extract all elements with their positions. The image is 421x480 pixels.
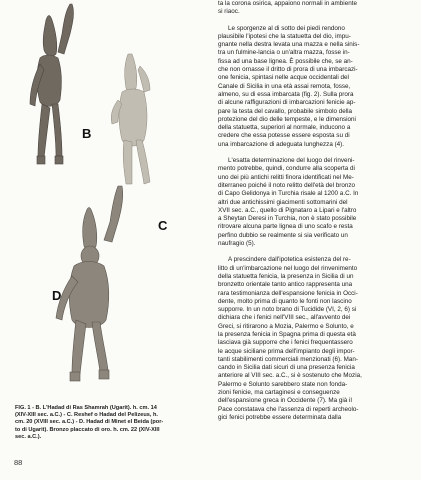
figure-plate	[0, 0, 212, 392]
caption-line: cm. 20 (XVIII sec. a.C.) - D. Hadad di Minet el Beida (por-	[15, 419, 164, 426]
caption-line: FIG. 1 - B. L'Hadad di Ras Shamrah (Ugarit). h. cm. 14	[15, 405, 157, 411]
text-line: cando in Sicilia dati sicuri di una presenza fenicia	[218, 364, 355, 372]
text-line: perfino dubbio se realmente si sia verificato un	[218, 231, 348, 239]
caption-line: sec. a.C.).	[15, 433, 42, 440]
text-line: XVII sec. a.C., quello di Pignataro a Lipari e l'altro	[218, 206, 357, 214]
text-line: della statuetta fenicia, la presenza in Sicilia di un	[218, 272, 354, 280]
text-line: uno dei più antichi relitti finora identificati nel Me-	[218, 173, 354, 181]
figure-label-d: D	[52, 288, 62, 303]
text-line: si riaoc.	[218, 8, 240, 16]
text-line: lasciava già supporre che i fenici frequentassero	[218, 339, 353, 347]
text-line: gici fenici potrebbe essere determinata dalla	[218, 413, 342, 421]
figure-label-c: C	[158, 218, 168, 233]
text-line: one fenicia, spintasi nelle acque occidentali del	[218, 74, 349, 82]
text-line: plausibile l'ipotesi che la statuetta del dio, impu-	[218, 32, 351, 40]
text-line: dell'espansione greca in Occidente (7). Ma già il	[218, 397, 352, 405]
text-line: protezione del dio delle tempeste, e le dimensioni	[218, 115, 356, 123]
text-line: dichiara che i fenici nell'VIII sec., all'avvento dei	[218, 314, 351, 322]
text-line: a Sheytan Deresi in Turchia, non è stato possibile	[218, 215, 357, 223]
text-line: Le sporgenze al di sotto dei piedi rendono	[228, 24, 345, 32]
text-line: mento potrebbe, quindi, condurre alla scoperta di	[218, 165, 355, 173]
text-line: Canale di Sicilia in una età assai remota, fosse,	[218, 82, 351, 90]
text-line: la presenza fenicia in Spagna prima di questa età	[218, 330, 356, 338]
text-line: le acque siciliane prima dell'impianto degli impor-	[218, 347, 355, 355]
text-line: altri due antichissimi giacimenti sottomarini del	[218, 198, 348, 206]
text-line: litto di un'imbarcazione nel luogo del rinvenimento	[218, 264, 358, 272]
text-line: anteriore al VIII sec. a.C., si è sostenuto che Mozia,	[218, 372, 362, 380]
text-line: dente, molto prima di quanto le fonti non lascino	[218, 297, 352, 305]
text-line: fissa ad una base lignea. È possibile che, se an-	[218, 57, 353, 65]
text-line: di Capo Gelidonya in Turchia risale al 1200 a.C. In	[218, 190, 359, 198]
text-line: naufragio (5).	[218, 240, 256, 248]
figure-label-b: B	[82, 126, 92, 141]
caption-line: to di Ugarit). Bronzo placcato di oro. h. cm. 22 (XIV-XIII	[15, 426, 160, 433]
statuette-c	[111, 54, 150, 184]
text-line: Pace constatava che l'assenza di reperti archeolo-	[218, 405, 359, 413]
page-number: 88	[14, 458, 23, 467]
text-line: almeno, su di essa imbarcata (fig. 2). Sulla prora	[218, 90, 354, 98]
text-line: Palermo e Solunto sarebbero state non fonda-	[218, 380, 348, 388]
text-line: pare la testa del cavallo, probabile simbolo della	[218, 107, 353, 115]
caption-line: (XIV-XIII sec. a.C.) - C. Reshef o Hadad del Pelizeus, h.	[15, 412, 158, 419]
text-line: supporre. In un noto brano di Tucidide (VI, 2, 6) si	[218, 306, 357, 314]
text-line: Greci, si ritirarono a Mozia, Palermo e Solunto, e	[218, 322, 354, 330]
text-line: credere che essa potesse essere esposta su di	[218, 132, 350, 140]
text-line: gnante nella destra levata una mazza e nella sinis-	[218, 41, 360, 49]
body-text-column	[218, 0, 414, 422]
text-line: una imbarcazione di adeguata lunghezza (4).	[218, 140, 345, 148]
text-line: tra un fulmine-lancia o un'altra mazza, fosse in-	[218, 49, 350, 57]
figure-caption	[15, 405, 205, 441]
text-line: bronzetto orientale tanto antico rappresenta una	[218, 281, 353, 289]
text-line: che non ornasse il dritto di prora di una imbarcazi-	[218, 66, 358, 74]
text-line: zioni fenicie, ma cartaginesi e conseguenze	[218, 389, 340, 397]
statuette-d	[56, 186, 123, 381]
text-line: ta la corona osirica, appaiono normali in ambiente	[218, 0, 357, 7]
statuette-b	[30, 4, 73, 164]
text-line: di alcune raffigurazioni di imbarcazioni fenicie ap-	[218, 99, 356, 107]
text-line: L'esatta determinazione del luogo del rinveni-	[228, 157, 355, 165]
text-line: della statuetta, superiori al normale, inducono a	[218, 124, 351, 132]
text-line: rara testimonianza dell'espansione fenicia in Occi-	[218, 289, 358, 297]
statuettes-illustration	[0, 0, 212, 392]
text-line: ritrovare alcuna parte lignea di uno scafo e resta	[218, 223, 353, 231]
text-line: A prescindere dall'ipotetica esistenza del re-	[228, 256, 351, 264]
text-line: diterraneo poiché il noto relitto dell'età del bronzo	[218, 181, 356, 189]
text-line: tanti stabilimenti commerciali menzionati (6). Man-	[218, 355, 358, 363]
